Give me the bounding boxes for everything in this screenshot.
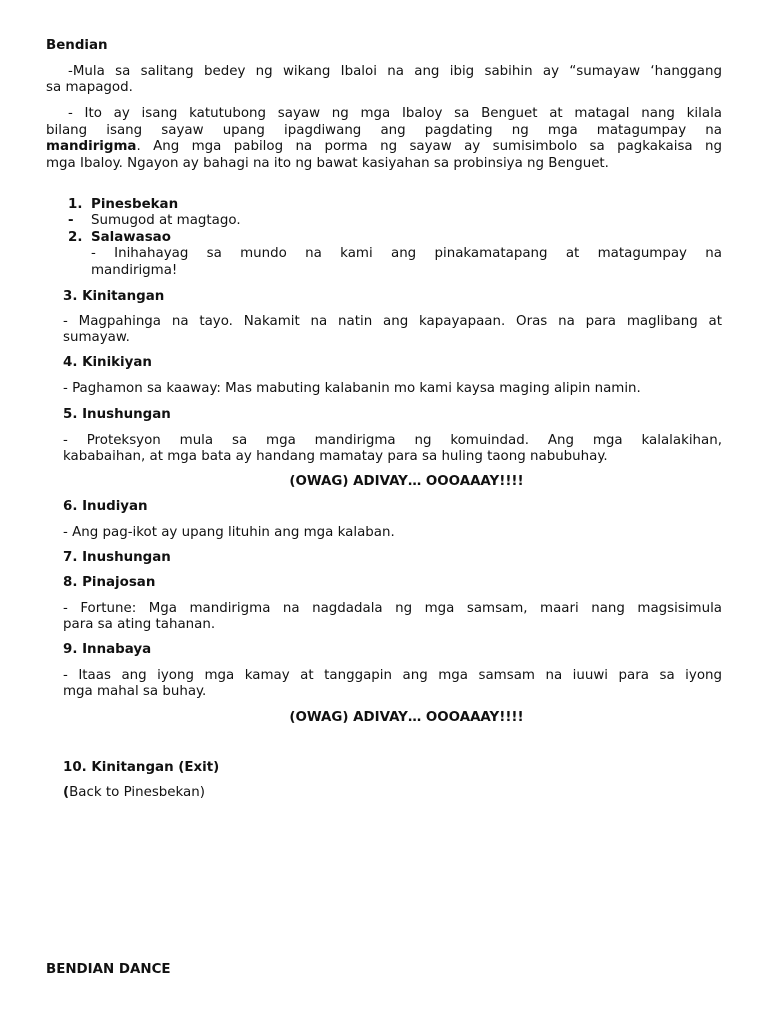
step9-desc-line1: - Itaas ang iyong mga kamay at tanggapin ang mga samsam na iuuwi para sa iyong	[63, 668, 722, 683]
footer-heading: BENDIAN DANCE	[46, 962, 171, 977]
step4-name: 4. Kinikiyan	[63, 355, 152, 370]
intro-p2-line4: mga Ibaloy. Ngayon ay bahagi na ito ng bawat kasiyahan sa probinsiya ng Benguet.	[46, 156, 609, 171]
step6-name: 6. Inudiyan	[63, 499, 148, 514]
step8-desc-line1: - Fortune: Mga mandirigma na nagdadala ng mga samsam, maari nang magsisimula	[63, 601, 722, 616]
step5-name: 5. Inushungan	[63, 407, 171, 422]
step7-name: 7. Inushungan	[63, 550, 171, 565]
step5-desc-line1: - Proteksyon mula sa mga mandirigma ng komuindad. Ang mga kalalakihan,	[63, 433, 722, 448]
step5-desc-line2: kababaihan, at mga bata ay handang mamatay para sa huling taong nabubuhay.	[63, 449, 608, 464]
intro-p1-line2: sa mapagod.	[46, 80, 133, 95]
step1-name: Pinesbekan	[91, 197, 179, 212]
intro-p1-line1-text: -Mula sa salitang bedey ng wikang Ibaloi na ang ibig sabihin ay “sumayaw ‘hanggang	[68, 64, 722, 79]
step1-desc: Sumugod at magtago.	[91, 213, 241, 228]
step3-name: 3. Kinitangan	[63, 289, 165, 304]
step2-name: Salawasao	[91, 230, 171, 245]
chant-1: (OWAG) ADIVAY… OOOAAAY!!!!	[289, 474, 524, 489]
intro-p2-line1-text: - Ito ay isang katutubong sayaw ng mga Ibaloy sa Benguet at matagal nang kilala	[68, 106, 722, 121]
step2-desc-line1: - Inihahayag sa mundo na kami ang pinakamatapang at matagumpay na	[91, 246, 722, 261]
chant-2: (OWAG) ADIVAY… OOOAAAY!!!!	[289, 710, 524, 725]
intro-p2-line2-text: bilang isang sayaw upang ipagdiwang ang pagdating ng mga matagumpay na	[46, 123, 722, 138]
step3-desc-line2: sumayaw.	[63, 330, 130, 345]
intro-bold-term: mandirigma	[46, 139, 137, 154]
step6-desc: - Ang pag-ikot ay upang lituhin ang mga kalaban.	[63, 525, 395, 540]
step8-name: 8. Pinajosan	[63, 575, 156, 590]
intro-p2-line1	[68, 106, 722, 121]
step10-desc	[63, 785, 205, 800]
step1-bullet: -	[68, 213, 74, 228]
step1-number: 1.	[68, 197, 83, 212]
step4-desc: - Paghamon sa kaaway: Mas mabuting kalabanin mo kami kaysa maging alipin namin.	[63, 381, 641, 396]
step10-name: 10. Kinitangan (Exit)	[63, 760, 220, 775]
step9-desc-line2: mga mahal sa buhay.	[63, 684, 207, 699]
intro-p2-line3-rest: . Ang mga pabilog na porma ng sayaw ay sumisimbolo sa pagkakaisa ng	[136, 139, 722, 154]
document-title: Bendian	[46, 38, 108, 53]
step2-desc-line2: mandirigma!	[91, 263, 178, 278]
intro-p2-line2	[46, 123, 722, 138]
intro-p1-line1	[68, 64, 722, 79]
step2-number: 2.	[68, 230, 83, 245]
step10-open-paren: (	[63, 785, 70, 800]
step9-name: 9. Innabaya	[63, 642, 152, 657]
step8-desc-line2: para sa ating tahanan.	[63, 617, 216, 632]
step10-desc-text: Back to Pinesbekan)	[69, 785, 205, 800]
step3-desc-line1: - Magpahinga na tayo. Nakamit na natin ang kapayapaan. Oras na para maglibang at	[63, 314, 722, 329]
intro-p2-line3	[46, 139, 722, 154]
